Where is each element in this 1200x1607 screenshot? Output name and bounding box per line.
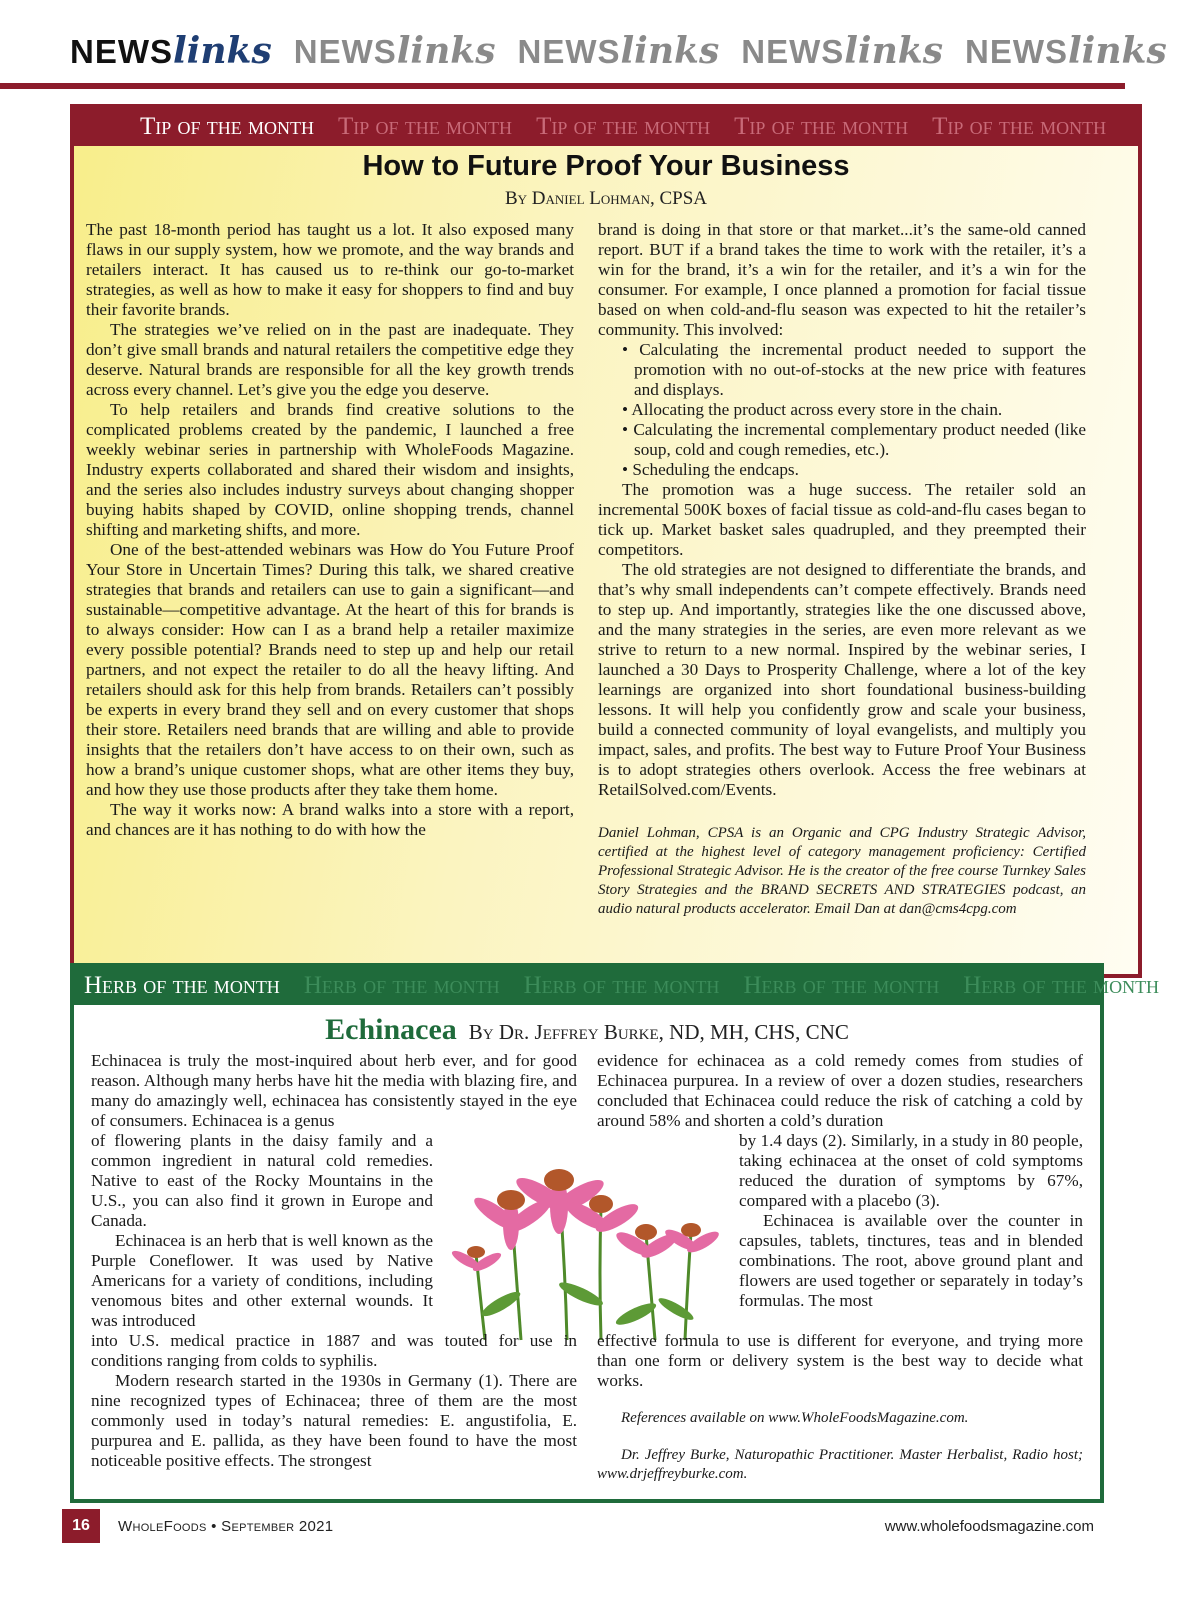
masthead-logo (70, 30, 272, 72)
herb-band-label-repeat: Herb of the month (303, 972, 500, 999)
herb-paragraph: Modern research started in the 1930s in Germany (1). There are nine recognized types of Echinacea; three of them are the most commonly used in today’s natural remedies: E. angustifolia, E. purpurea and E. pallida, as they have been found to have the most noticeable positive effects. The strongest (91, 1371, 577, 1470)
masthead-rule (0, 83, 1125, 89)
tip-byline: By Daniel Lohman, CPSA (504, 188, 707, 209)
tip-bullet-list (598, 340, 1086, 480)
herb-byline: By Dr. Jeffrey Burke, ND, MH, CHS, CNC (468, 1020, 849, 1044)
tip-author-bio: Daniel Lohman, CPSA is an Organic and CPG Industry Strategic Advisor, certified at the highest level of category management proficiency: Certified Professional Strategic Advisor. He is the creator of the free course Turnkey Sales Story Strategies and the BRAND SECRETS AND STRATEGIES podcast, an audio natural products accelerator. Email Dan at dan@cms4cpg.com (598, 825, 1086, 917)
tip-band-label-repeat: Tip of the month (932, 113, 1107, 140)
masthead-repeat (741, 30, 943, 72)
tip-paragraph: brand is doing in that store or that market...it’s the same-old canned report. BUT if a brand takes the time to work with the retailer, it’s a win for the brand, it’s a win for the retailer, and it’s a win for the consumer. For example, I once planned a promotion for facial tissue based on when cold-and-flu season was expected to hit the retailer’s community. This involved: (598, 220, 1086, 339)
herb-right-wrap (739, 1131, 1083, 1311)
herb-of-month-section (70, 963, 1160, 1503)
masthead-news: NEWS (70, 33, 173, 70)
herb-article-title: Echinacea (325, 1013, 457, 1046)
tip-bullet: • Scheduling the endcaps. (622, 460, 1086, 480)
herb-band (74, 967, 1160, 1005)
herb-paragraph: Echinacea is an herb that is well known as the Purple Coneflower. It was used by Native Americans for a variety of conditions, including venomous bites and other external wounds. It was introduced (91, 1231, 433, 1330)
herb-paragraph: Echinacea is truly the most-inquired about herb ever, and for good reason. Although many herbs have hit the media with blazing fire, and many do amazingly well, echinacea has consistently stayed in the eye of consumers. Echinacea is a genus (91, 1051, 577, 1130)
tip-band (74, 108, 1138, 146)
herb-references: References available on www.WholeFoodsMagazine.com. (621, 1410, 969, 1426)
herb-right-bottom (597, 1331, 1083, 1484)
tip-right-column (598, 220, 1086, 919)
echinacea-flowers-image (441, 1144, 733, 1340)
masthead-repeat (518, 30, 720, 72)
tip-band-label-repeat: Tip of the month (338, 113, 513, 140)
page-number: 16 (62, 1509, 100, 1543)
tip-article-title: How to Future Proof Your Business (362, 150, 850, 182)
herb-left-bottom (91, 1331, 577, 1471)
masthead-news: NEWS (741, 33, 845, 70)
tip-bullet: • Calculating the incremental product needed to support the promotion with no out-of-stocks at the new price with features and displays. (622, 340, 1086, 400)
tip-paragraph: The way it works now: A brand walks into a store with a report, and chances are it has nothing to do with how the (86, 800, 574, 839)
masthead-links: links (396, 30, 496, 72)
tip-bullet: • Allocating the product across every store in the chain. (622, 400, 1086, 420)
herb-paragraph: of flowering plants in the daisy family and a common ingredient in natural cold remedies. Native to east of the Rocky Mountains in the U.S., you can also find it grown in Europe and Canada. (91, 1131, 433, 1230)
herb-paragraph: Echinacea is available over the counter in capsules, tablets, tinctures, teas and in blended combinations. The root, above ground plant and flowers are used together or separately in today’s formulas. The most (739, 1211, 1083, 1310)
herb-left-top (91, 1051, 577, 1131)
herb-paragraph: effective formula to use is different for everyone, and trying more than one form or delivery system is the best way to decide what works. (597, 1331, 1083, 1390)
masthead-news: NEWS (965, 33, 1068, 70)
tip-band-label-repeat: Tip of the month (734, 113, 909, 140)
tip-paragraph: To help retailers and brands find creative solutions to the complicated problems created by the pandemic, I launched a free weekly webinar series in partnership with WholeFoods Magazine. Industry experts collaborated and shared their wisdom and insights, and the series also includes industry surveys about changing shopper buying habits shaped by COVID, online shopping trends, channel shifting and marketing shifts, and more. (86, 400, 574, 539)
herb-title-line (74, 1013, 1100, 1047)
tip-paragraph: The past 18-month period has taught us a lot. It also exposed many flaws in our supply system, how we promote, and the way brands and retailers interact. It has caused us to re-think our go-to-market strategies, as well as how to make it easy for shoppers to find and buy their favorite brands. (86, 220, 574, 319)
herb-paragraph: by 1.4 days (2). Similarly, in a study in 80 people, taking echinacea at the onset of cold symptoms reduced the duration of symptoms by 67%, compared with a placebo (3). (739, 1131, 1083, 1210)
herb-paragraph: into U.S. medical practice in 1887 and was touted for use in conditions ranging from colds to syphilis. (91, 1331, 577, 1370)
herb-paragraph: evidence for echinacea as a cold remedy comes from studies of Echinacea purpurea. In a review of over a dozen studies, researchers concluded that Echinacea could reduce the risk of catching a cold by around 58% and shorten a cold’s duration (597, 1051, 1083, 1130)
masthead-links: links (1068, 30, 1167, 72)
masthead (70, 30, 1167, 76)
tip-left-column (86, 220, 574, 840)
masthead-news: NEWS (293, 33, 397, 70)
footer-url[interactable]: www.wholefoodsmagazine.com (884, 1518, 1094, 1535)
tip-paragraph: The strategies we’ve relied on in the past are inadequate. They don’t give small brands and natural retailers the competitive edge they deserve. Natural brands are responsible for all the key growth trends across every channel. Let’s give you the edge you deserve. (86, 320, 574, 399)
masthead-news: NEWS (517, 33, 621, 70)
tip-paragraph: The promotion was a huge success. The retailer sold an incremental 500K boxes of facial tissue as cold-and-flu cases began to tick up. Market basket sales quadrupled, and they preempted their competitors. (598, 480, 1086, 559)
herb-band-label-repeat: Herb of the month (523, 972, 720, 999)
herb-author-bio: Dr. Jeffrey Burke, Naturopathic Practitioner. Master Herbalist, Radio host; www.drjeffreyburke.com. (597, 1447, 1083, 1482)
tip-band-label: Tip of the month (140, 113, 315, 140)
masthead-links: links (173, 30, 272, 72)
herb-band-label: Herb of the month (84, 972, 280, 999)
herb-left-wrap (91, 1131, 433, 1331)
tip-bullet: • Calculating the incremental complementary product needed (like soup, cold and cough remedies, etc.). (622, 420, 1086, 460)
masthead-repeat (965, 30, 1167, 72)
herb-right-top (597, 1051, 1083, 1131)
herb-band-label-repeat: Herb of the month (963, 972, 1160, 999)
tip-band-label-repeat: Tip of the month (536, 113, 711, 140)
masthead-repeat (294, 30, 496, 72)
masthead-links: links (844, 30, 943, 72)
masthead-links: links (620, 30, 720, 72)
herb-band-label-repeat: Herb of the month (743, 972, 940, 999)
tip-of-month-section (70, 104, 1142, 978)
tip-paragraph: The old strategies are not designed to differentiate the brands, and that’s why small independents can’t compete effectively. Brands need to step up. And importantly, strategies like the one discussed above, and the many strategies in the series, are even more relevant as we strive to return to a new normal. Inspired by the webinar series, I launched a 30 Days to Prosperity Challenge, where a lot of the key learnings are organized into short foundational business-building lessons. It will help you confidently grow and scale your business, build a connected community of loyal evangelists, and multiply you impact, sales, and profits. The best way to Future Proof Your Business is to adopt strategies others overlook. Access the free webinars at RetailSolved.com/Events. (598, 560, 1086, 799)
footer-publication: WholeFoods • September 2021 (118, 1518, 334, 1535)
tip-paragraph: One of the best-attended webinars was How do You Future Proof Your Store in Uncertain Times? During this talk, we shared creative strategies that brands and retailers can use to gain a significant—and sustainable—competitive advantage. At the heart of this for brands is to always consider: How can I as a brand help a retailer maximize every possible potential? Brands need to step up and help our retail partners, and not expect the retailer to do all the heavy lifting. And retailers should ask for this help from brands. Retailers can’t possibly be experts in every brand they sell and on every customer that shops their store. Retailers need brands that are willing and able to provide insights that the retailers don’t have access to on their own, such as how a brand’s unique customer shops, what are other items they buy, and how they use those products after they take them home. (86, 540, 574, 799)
